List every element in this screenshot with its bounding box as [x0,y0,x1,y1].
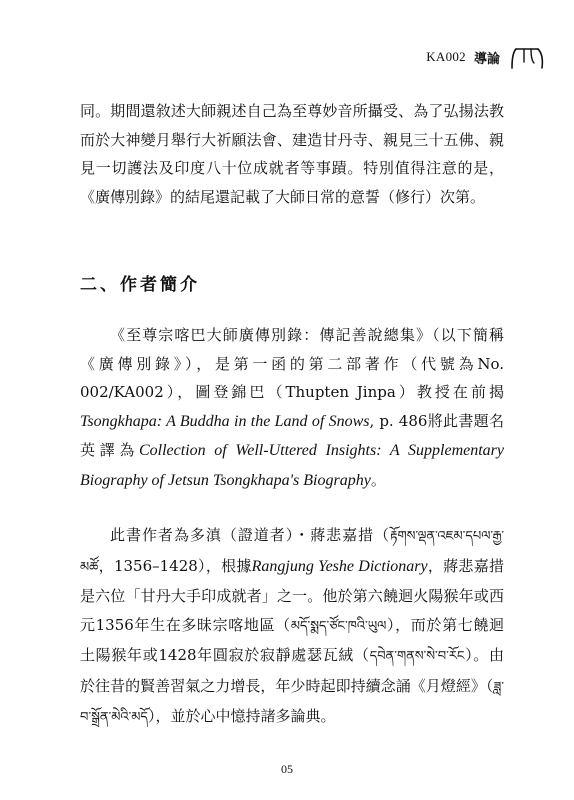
tibetan-sutra-name: ཟླ་བ་སྒྲོན་མེའི་མདོ [80,679,504,725]
paragraph-3-text-c: ，蔣悲嘉措是六位「甘丹大手印成就者」之一。他於第六饒迴火陽猴年或西元1356年生在多昧宗喀地區（ [80,556,504,634]
section-heading-author-intro: 二、作者簡介 [80,275,200,295]
paragraph-2-text-b: , p. 486將此書題名英譯為 [80,411,504,459]
section-title: 導論 [473,51,500,67]
paragraph-3-text-a: 此書作者為多滇（證道者）・蔣悲嘉措（ [110,526,391,544]
dictionary-title: Rangjung Yeshe Dictionary [251,557,428,575]
book-title-tsongkhapa-buddha: Tsongkhapa: A Buddha in the Land of Snows [80,412,370,430]
paragraph-3-text-f: ），並於心中憶持諸多論典。 [147,707,336,725]
paragraph-3 [80,521,504,733]
paragraph-3-text-d: ），而於第七饒迴土陽猴年或1428年圓寂於寂靜處瑟瓦絨（ [80,615,504,664]
tibetan-author-name: རྟོགས་ལྡན་འཇམ་དཔལ་རྒྱ་མཚོ [80,529,504,575]
paragraph-2-text-c: 。 [370,470,386,489]
paragraph-3-text-b: ，1356–1428），根據 [98,556,252,575]
paragraph-3-text-e: ）。由於往昔的賢善習氣之力增長，年少時起即持續念誦《月燈經》（ [80,646,504,695]
paragraph-1-text: 同。期間還敘述大師親述自己為至尊妙音所攝受、為了弘揚法教而於大神變月舉行大祈願法會、建造甘丹寺、親見三十五佛、親見一切護法及印度八十位成就者等事蹟。特別值得注意的是，《廣傳別錄》的結尾還記載了大師日常的意誓（修行）次第。 [80,102,504,206]
book-title-english-translation: Collection of Well-Uttered Insights: A Supplementary Biography of Jetsun Tsongkhapa's Biography [80,442,504,489]
paragraph-2-text-a: 《至尊宗喀巴大師廣傳別錄：傳記善說總集》（以下簡稱《廣傳別錄》），是第一函的第二部著作（代號為No. 002/KA002），圖登錦巴（Thupten Jinpa）教授在前揭 [80,326,504,401]
ka-letter-logo-icon [508,44,548,70]
running-head [426,44,548,70]
volume-code: KA002 [426,49,466,64]
tibetan-hermitage-name: དབེན་གནས་སེ་བ་རོང [369,649,465,664]
tibetan-place-name: མདོ་སྨད་ཙོང་ཁའི་ཡུལ [290,618,387,634]
paragraph-continued [80,97,504,211]
paragraph-2 [80,321,504,495]
page-number: 05 [281,762,293,776]
